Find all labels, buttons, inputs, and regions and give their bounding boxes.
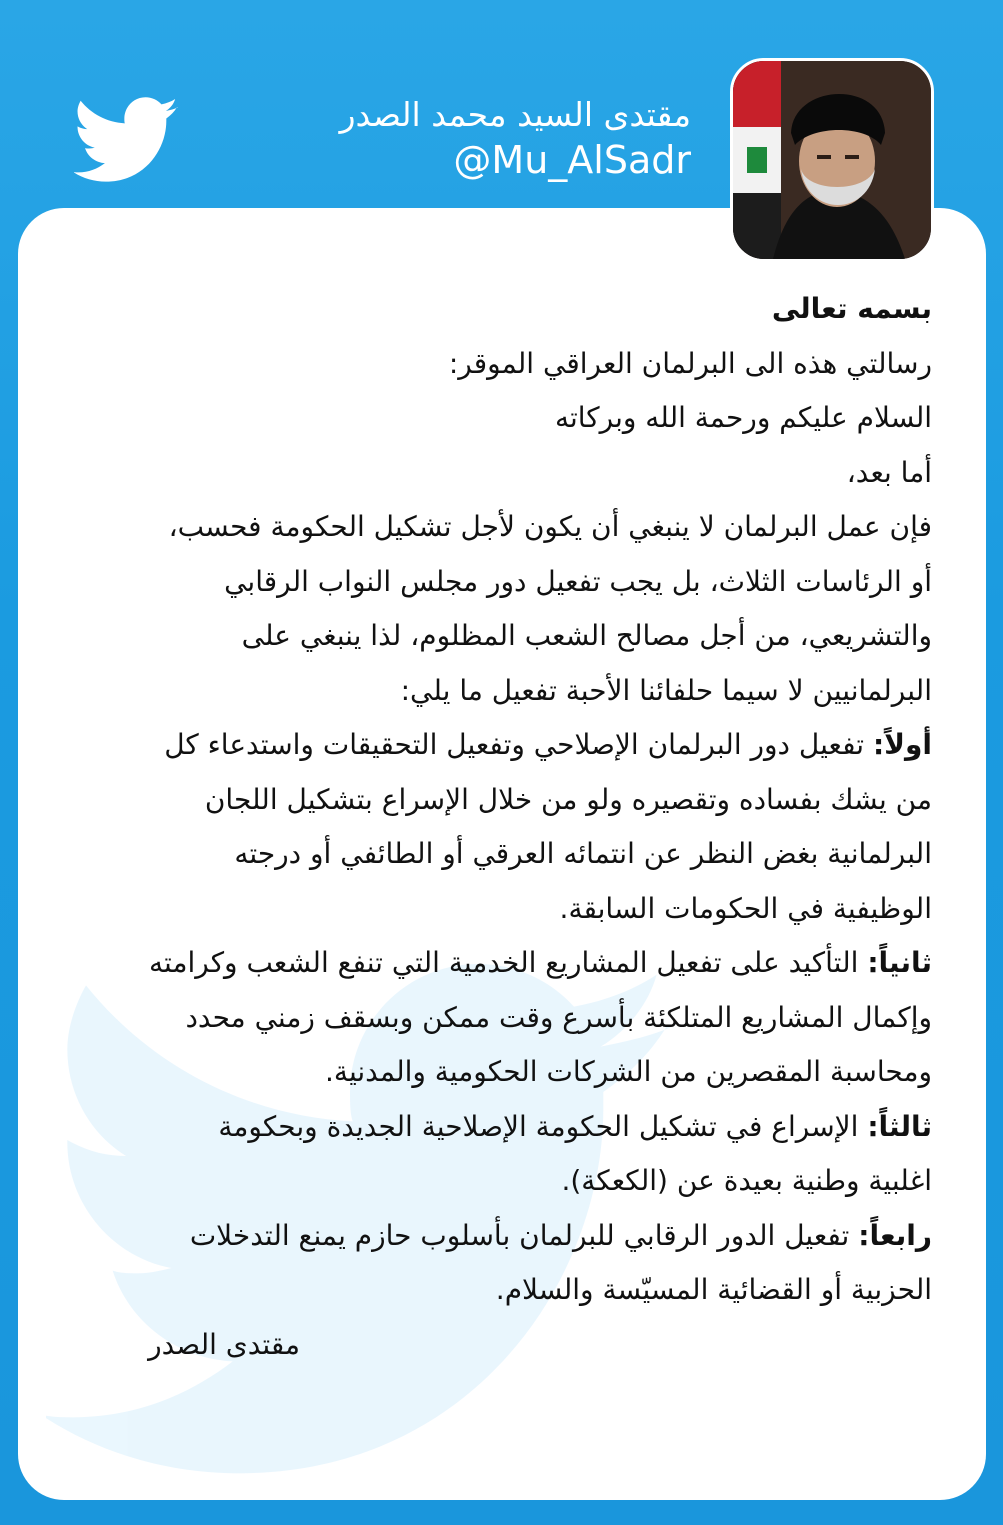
message-body	[56, 282, 932, 1372]
point-1-line	[56, 718, 932, 773]
point-2-line: وإكمال المشاريع المتلكئة بأسرع وقت ممكن وبسقف زمني محدد	[185, 1000, 932, 1034]
message-line: فإن عمل البرلمان لا ينبغي أن يكون لأجل تشكيل الحكومة فحسب،	[168, 510, 932, 543]
message-line: السلام عليكم ورحمة الله وبركاته	[554, 401, 932, 434]
point-3-text: الإسراع في تشكيل الحكومة الإصلاحية الجديدة وبحكومة	[218, 1109, 868, 1143]
point-1-line: الوظيفية في الحكومات السابقة.	[559, 891, 932, 925]
signature: مقتدى الصدر	[148, 1327, 300, 1361]
account-handle[interactable]: @Mu_AlSadr	[453, 138, 691, 182]
account-header	[340, 95, 691, 183]
point-2-line: ومحاسبة المقصرين من الشركات الحكومية والمدنية.	[325, 1055, 932, 1088]
point-1-line: البرلمانية بغض النظر عن انتمائه العرقي أو الطائفي أو درجته	[234, 837, 932, 870]
message-line: أما بعد،	[846, 455, 932, 489]
avatar[interactable]	[730, 58, 934, 262]
point-3-label: ثالثاً:	[867, 1109, 932, 1143]
point-1-label: أولاً:	[872, 728, 932, 761]
point-4-line: الحزبية أو القضائية المسيّسة والسلام.	[495, 1273, 932, 1306]
point-2-text: التأكيد على تفعيل المشاريع الخدمية التي تنفع الشعب وكرامته	[149, 946, 868, 979]
point-1-line: من يشك بفساده وتقصيره ولو من خلال الإسراع بتشكيل اللجان	[204, 782, 932, 816]
message-heading: بسمه تعالى	[771, 292, 932, 325]
message-line: والتشريعي، من أجل مصالح الشعب المظلوم، لذا ينبغي على	[241, 619, 932, 652]
avatar-portrait-icon	[733, 61, 931, 259]
message-line: أو الرئاسات الثلاث، بل يجب تفعيل دور مجلس النواب الرقابي	[224, 564, 932, 598]
twitter-bird-icon	[74, 96, 180, 186]
message-line: البرلمانيين لا سيما حلفائنا الأحبة تفعيل ما يلي:	[400, 673, 932, 707]
account-display-name: مقتدى السيد محمد الصدر	[339, 95, 691, 134]
point-2-label: ثانياً:	[867, 946, 932, 979]
point-2-line	[56, 936, 932, 991]
message-line: رسالتي هذه الى البرلمان العراقي الموقر:	[448, 346, 932, 380]
point-1-text: تفعيل دور البرلمان الإصلاحي وتفعيل التحقيقات واستدعاء كل	[164, 728, 873, 761]
point-4-label: رابعاً:	[858, 1218, 932, 1252]
point-3-line	[56, 1100, 932, 1155]
point-4-text: تفعيل الدور الرقابي للبرلمان بأسلوب حازم يمنع التدخلات	[189, 1218, 859, 1252]
point-4-line	[56, 1209, 932, 1264]
point-3-line: اغلبية وطنية بعيدة عن (الكعكة).	[561, 1164, 932, 1197]
